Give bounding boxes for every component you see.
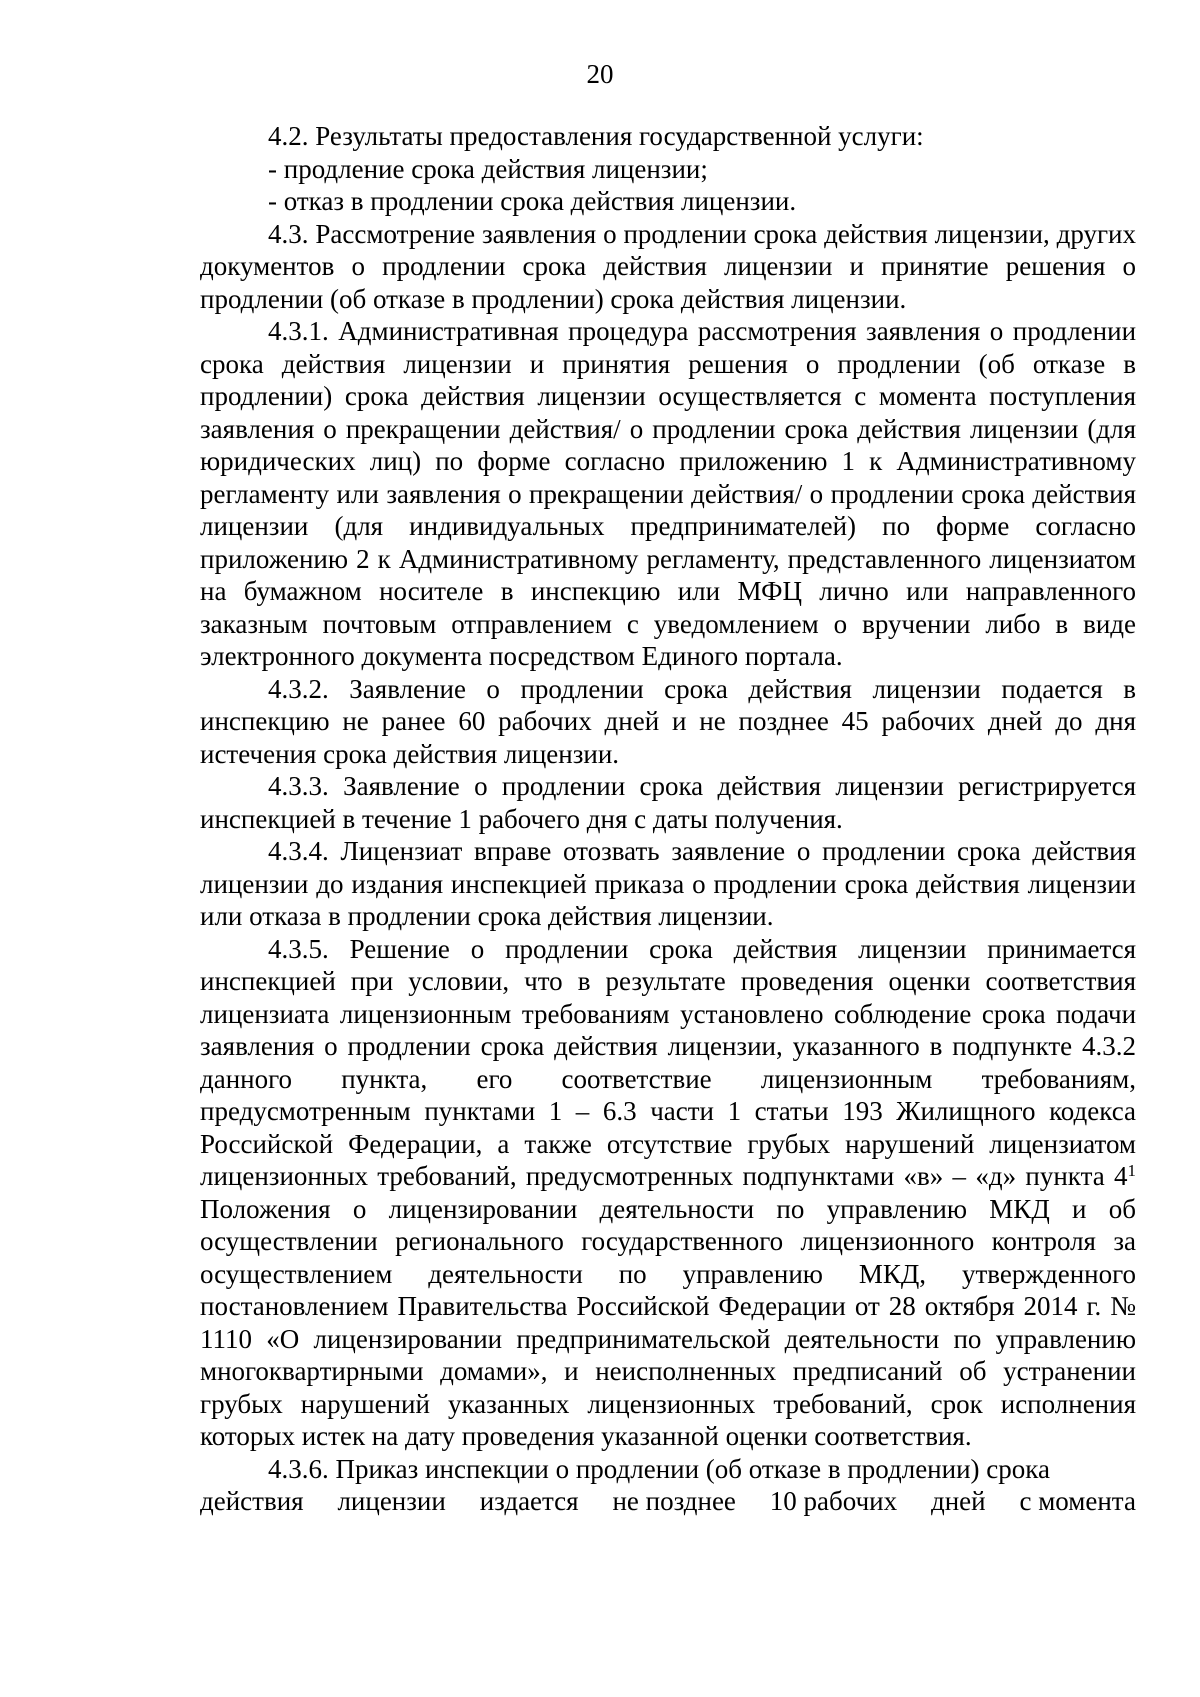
paragraph-4-2: 4.2. Результаты предоставления государственной услуги: bbox=[268, 121, 924, 151]
superscript-1: 1 bbox=[1127, 1161, 1137, 1180]
page-number: 20 bbox=[586, 59, 614, 89]
paragraph-4-3: 4.3. Рассмотрение заявления о продлении срока действия лицензии, других документов о продлении срока действия лицензии и принятие решения о продлении (об отказе в продлении) срока действия лицензии. bbox=[200, 218, 1137, 314]
list-item-extension: - продление срока действия лицензии; bbox=[268, 153, 708, 184]
list-item-refusal: - отказ в продлении срока действия лицензии. bbox=[268, 186, 797, 216]
paragraph-4-3-4: 4.3.4. Лицензиат вправе отозвать заявление о продлении срока действия лицензии до издания инспекцией приказа о продлении срока действия лицензии или отказа в продлении срока действия лицензии. bbox=[200, 836, 1136, 931]
document-body bbox=[200, 120, 1136, 1518]
paragraph-4-3-5: 4.3.5. Решение о продлении срока действия лицензии принимается инспекцией при условии, что в результате проведения оценки соответствия лицензиата лицензионным требованиям установлено соблюдение срока подачи заявления о продлении срока действия лицензии, указанного в подпункте 4.3.2 данного пункта, его соответствие лицензионным требованиям, предусмотренным пунктами 1 – 6.3 части 1 статьи 193 Жилищного кодекса Российской Федерации, а также отсутствие грубых нарушений лицензиатом лицензионных требований, предусмотренных подпунктами «в» – «д» пункта $4^1$ Положения о лицензировании деятельности по управлению МКД и об осуществлении регионального государственного лицензионного контроля за осуществлением деятельности по управлению МКД, утвержденного постановлением Правительства Российской Федерации от 28 октября 2014 г. № 1110 «О лицензировании предпринимательской деятельности по управлению многоквартирными домами», и неисполненных предписаний об устранении грубых нарушений указанных лицензионных требований, срок исполнения которых истек на дату проведения указанной оценки соответствия. bbox=[200, 933, 1137, 1451]
paragraph-4-3-2: 4.3.2. Заявление о продлении срока действия лицензии подается в инспекцию не ранее 60 рабочих дней и не позднее 45 рабочих дней до дня истечения срока действия лицензии. bbox=[200, 673, 1136, 769]
paragraph-4-3-3: 4.3.3. Заявление о продлении срока действия лицензии регистрируется инспекцией в течение 1 рабочего дня с даты получения. bbox=[200, 771, 1136, 834]
paragraph-4-3-6: 4.3.6. Приказ инспекции о продлении (об отказе в продлении) срока bbox=[268, 1453, 1050, 1484]
paragraph-4-3-1: 4.3.1. Административная процедура рассмотрения заявления о продлении срока действия лицензии и принятия решения о продлении (об отказе в продлении) срока действия лицензии осуществляется с момента поступления заявления о прекращении действия/ о продлении срока действия лицензии (для юридических лиц) по форме согласно приложению 1 к Административному регламенту или заявления о прекращении действия/ о продлении срока действия лицензии (для индивидуальных предпринимателей) по форме согласно приложению 2 к Административному регламенту, представленного лицензиатом на бумажном носителе в инспекцию или МФЦ лично или направленного заказным почтовым отправлением с уведомлением о вручении либо в виде электронного документа посредством Единого портала. bbox=[200, 316, 1137, 671]
paragraph-4-3-6-continued: действия лицензии издается не позднее 10 рабочих дней с момента bbox=[200, 1486, 1136, 1516]
